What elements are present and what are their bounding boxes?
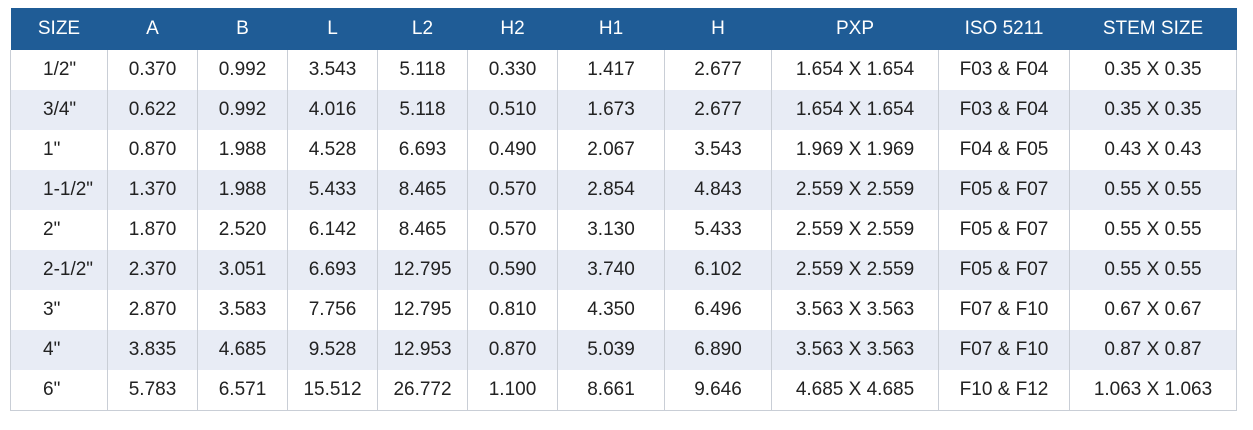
cell-pxp: 2.559 X 2.559 (772, 250, 939, 290)
cell-l2: 8.465 (378, 210, 468, 250)
header-a: A (108, 8, 198, 50)
cell-h: 6.890 (665, 330, 772, 370)
cell-b: 2.520 (198, 210, 288, 250)
table-header-row (11, 8, 1237, 50)
table-row (11, 50, 1237, 90)
cell-b: 3.583 (198, 290, 288, 330)
cell-h: 5.433 (665, 210, 772, 250)
table-row (11, 170, 1237, 210)
cell-b: 1.988 (198, 130, 288, 170)
cell-stem-size: 1.063 X 1.063 (1070, 370, 1237, 411)
cell-h1: 2.854 (558, 170, 665, 210)
cell-size: 3" (11, 290, 108, 330)
cell-pxp: 4.685 X 4.685 (772, 370, 939, 411)
cell-a: 0.370 (108, 50, 198, 90)
cell-b: 4.685 (198, 330, 288, 370)
cell-a: 2.370 (108, 250, 198, 290)
cell-size: 2-1/2" (11, 250, 108, 290)
header-l2: L2 (378, 8, 468, 50)
cell-h: 4.843 (665, 170, 772, 210)
cell-l: 5.433 (288, 170, 378, 210)
cell-h2: 0.510 (468, 90, 558, 130)
cell-iso-5211: F03 & F04 (939, 50, 1070, 90)
cell-h: 6.102 (665, 250, 772, 290)
cell-size: 3/4" (11, 90, 108, 130)
cell-size: 6" (11, 370, 108, 411)
cell-l: 15.512 (288, 370, 378, 411)
cell-l2: 26.772 (378, 370, 468, 411)
cell-b: 1.988 (198, 170, 288, 210)
cell-size: 2" (11, 210, 108, 250)
cell-a: 1.870 (108, 210, 198, 250)
cell-b: 0.992 (198, 90, 288, 130)
cell-iso-5211: F05 & F07 (939, 170, 1070, 210)
cell-pxp: 1.654 X 1.654 (772, 90, 939, 130)
cell-pxp: 3.563 X 3.563 (772, 330, 939, 370)
cell-l: 3.543 (288, 50, 378, 90)
cell-h2: 0.810 (468, 290, 558, 330)
cell-stem-size: 0.35 X 0.35 (1070, 50, 1237, 90)
cell-l: 4.528 (288, 130, 378, 170)
cell-l: 6.693 (288, 250, 378, 290)
cell-iso-5211: F10 & F12 (939, 370, 1070, 411)
cell-h1: 1.673 (558, 90, 665, 130)
cell-l2: 5.118 (378, 90, 468, 130)
cell-iso-5211: F05 & F07 (939, 250, 1070, 290)
cell-h1: 3.130 (558, 210, 665, 250)
cell-h2: 0.870 (468, 330, 558, 370)
cell-h2: 0.490 (468, 130, 558, 170)
cell-iso-5211: F04 & F05 (939, 130, 1070, 170)
cell-stem-size: 0.87 X 0.87 (1070, 330, 1237, 370)
cell-a: 3.835 (108, 330, 198, 370)
cell-iso-5211: F03 & F04 (939, 90, 1070, 130)
cell-h1: 4.350 (558, 290, 665, 330)
header-h: H (665, 8, 772, 50)
cell-iso-5211: F05 & F07 (939, 210, 1070, 250)
header-h2: H2 (468, 8, 558, 50)
table-row (11, 370, 1237, 411)
cell-stem-size: 0.35 X 0.35 (1070, 90, 1237, 130)
table-row (11, 130, 1237, 170)
cell-h1: 5.039 (558, 330, 665, 370)
header-size: SIZE (11, 8, 108, 50)
cell-stem-size: 0.55 X 0.55 (1070, 210, 1237, 250)
cell-stem-size: 0.55 X 0.55 (1070, 170, 1237, 210)
cell-h: 2.677 (665, 50, 772, 90)
cell-l2: 8.465 (378, 170, 468, 210)
dimensions-table-container (10, 8, 1236, 411)
cell-a: 0.622 (108, 90, 198, 130)
table-row (11, 330, 1237, 370)
header-iso-5211: ISO 5211 (939, 8, 1070, 50)
cell-h1: 8.661 (558, 370, 665, 411)
dimensions-table (10, 8, 1237, 411)
header-b: B (198, 8, 288, 50)
cell-size: 1-1/2" (11, 170, 108, 210)
header-l: L (288, 8, 378, 50)
cell-iso-5211: F07 & F10 (939, 290, 1070, 330)
header-stem-size: STEM SIZE (1070, 8, 1237, 50)
cell-size: 1" (11, 130, 108, 170)
cell-stem-size: 0.67 X 0.67 (1070, 290, 1237, 330)
table-row (11, 250, 1237, 290)
cell-size: 1/2" (11, 50, 108, 90)
cell-a: 2.870 (108, 290, 198, 330)
cell-pxp: 3.563 X 3.563 (772, 290, 939, 330)
cell-l: 4.016 (288, 90, 378, 130)
cell-pxp: 2.559 X 2.559 (772, 210, 939, 250)
table-row (11, 290, 1237, 330)
cell-a: 5.783 (108, 370, 198, 411)
cell-h1: 1.417 (558, 50, 665, 90)
cell-h2: 0.330 (468, 50, 558, 90)
cell-pxp: 1.969 X 1.969 (772, 130, 939, 170)
cell-size: 4" (11, 330, 108, 370)
cell-a: 1.370 (108, 170, 198, 210)
cell-stem-size: 0.43 X 0.43 (1070, 130, 1237, 170)
header-pxp: PXP (772, 8, 939, 50)
cell-l: 6.142 (288, 210, 378, 250)
header-h1: H1 (558, 8, 665, 50)
cell-iso-5211: F07 & F10 (939, 330, 1070, 370)
cell-pxp: 2.559 X 2.559 (772, 170, 939, 210)
cell-b: 6.571 (198, 370, 288, 411)
cell-h2: 1.100 (468, 370, 558, 411)
cell-h: 3.543 (665, 130, 772, 170)
cell-l2: 12.795 (378, 250, 468, 290)
cell-l: 7.756 (288, 290, 378, 330)
cell-h: 2.677 (665, 90, 772, 130)
cell-b: 0.992 (198, 50, 288, 90)
table-body (11, 50, 1237, 411)
cell-l2: 12.795 (378, 290, 468, 330)
cell-l2: 6.693 (378, 130, 468, 170)
cell-l: 9.528 (288, 330, 378, 370)
cell-pxp: 1.654 X 1.654 (772, 50, 939, 90)
table-row (11, 90, 1237, 130)
cell-h2: 0.570 (468, 210, 558, 250)
cell-a: 0.870 (108, 130, 198, 170)
cell-h1: 2.067 (558, 130, 665, 170)
table-row (11, 210, 1237, 250)
cell-h2: 0.570 (468, 170, 558, 210)
cell-h2: 0.590 (468, 250, 558, 290)
cell-l2: 5.118 (378, 50, 468, 90)
cell-h: 6.496 (665, 290, 772, 330)
cell-b: 3.051 (198, 250, 288, 290)
cell-h1: 3.740 (558, 250, 665, 290)
cell-stem-size: 0.55 X 0.55 (1070, 250, 1237, 290)
cell-l2: 12.953 (378, 330, 468, 370)
cell-h: 9.646 (665, 370, 772, 411)
